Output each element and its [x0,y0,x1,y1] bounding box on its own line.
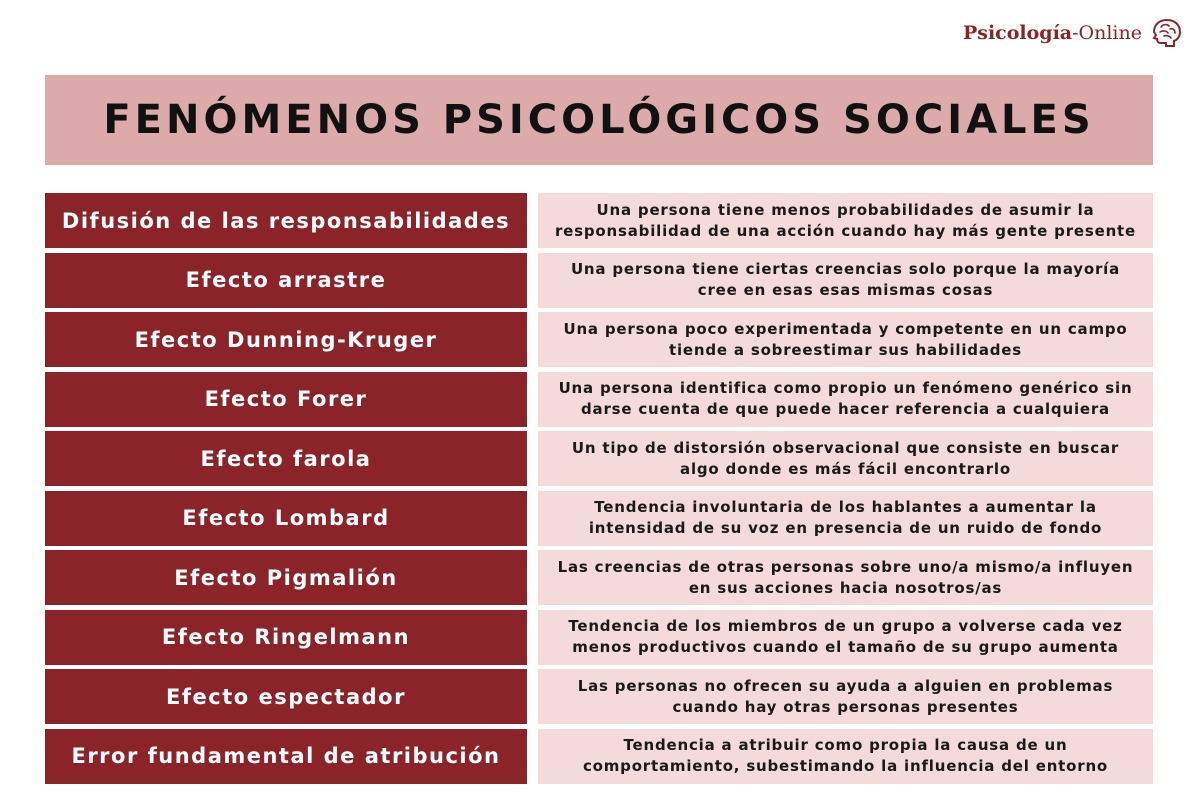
table-row [45,550,1153,605]
description-line-1: Una persona identifica como propio un fenómeno genérico sin [558,379,1133,397]
description-line-2: tiende a sobreestimar sus habilidades [669,340,1022,359]
table-row [45,491,1153,546]
description-line-1: Tendencia a atribuir como propia la causa de un [623,736,1068,754]
table-row [45,669,1153,724]
term-cell: Efecto Pigmalión [45,550,527,605]
logo-text: Psicología-Online [962,22,1142,44]
table-row [45,729,1153,784]
description-cell [538,610,1153,665]
description-line-1: Las personas no ofrecen su ayuda a alguien en problemas [577,676,1114,695]
phenomena-table [45,193,1153,788]
description-line-1: Una persona tiene ciertas creencias solo porque la mayoría [570,260,1121,278]
description-line-1: Una persona poco experimentada y competente en un campo [563,319,1128,338]
description-cell [538,312,1153,367]
description-cell [538,550,1153,605]
table-row [45,312,1153,367]
description-cell [538,431,1153,486]
description-line-2: responsabilidad de una acción cuando hay más gente presente [554,221,1136,240]
description-line-1: Tendencia involuntaria de los hablantes a aumentar la [594,498,1097,516]
description-cell [538,729,1153,784]
table-row [45,372,1153,427]
term-cell: Efecto espectador [45,669,527,724]
description-line-2: comportamiento, subestimando la influencia del entorno [582,757,1109,775]
term-cell: Error fundamental de atribución [45,729,527,784]
description-cell [538,253,1153,308]
description-line-2: cree en esas esas mismas cosas [697,281,994,299]
description-line-2: cuando hay otras personas presentes [672,697,1019,716]
table-row [45,193,1153,248]
description-cell [538,193,1153,248]
description-cell [538,491,1153,546]
table-row [45,431,1153,486]
description-line-1: Una persona tiene menos probabilidades de asumir la [596,200,1095,219]
term-cell: Efecto farola [45,431,527,486]
brand-logo[interactable] [963,18,1182,48]
term-cell: Efecto Ringelmann [45,610,527,665]
description-line-2: algo donde es más fácil encontrarlo [680,459,1011,478]
description-line-2: en sus acciones hacia nosotros/as [688,578,1003,597]
term-cell: Efecto arrastre [45,253,527,308]
term-cell: Efecto Forer [45,372,527,427]
brain-head-icon [1148,18,1182,48]
description-cell [538,669,1153,724]
description-cell [538,372,1153,427]
description-line-1: Las creencias de otras personas sobre uno/a mismo/a influyen [557,557,1134,576]
description-line-2: darse cuenta de que puede hacer referencia a cualquiera [580,400,1110,418]
description-line-1: Tendencia de los miembros de un grupo a volverse cada vez [568,617,1123,635]
title-banner [45,75,1153,165]
description-line-2: intensidad de su voz en presencia de un ruido de fondo [588,519,1103,537]
table-row [45,610,1153,665]
description-line-2: menos productivos cuando el tamaño de su grupo aumenta [572,638,1119,656]
table-row [45,253,1153,308]
page-title: FENÓMENOS PSICOLÓGICOS SOCIALES [103,97,1095,143]
term-cell: Difusión de las responsabilidades [45,193,527,248]
term-cell: Efecto Dunning-Kruger [45,312,527,367]
term-cell: Efecto Lombard [45,491,527,546]
description-line-1: Un tipo de distorsión observacional que consiste en buscar [571,438,1120,457]
